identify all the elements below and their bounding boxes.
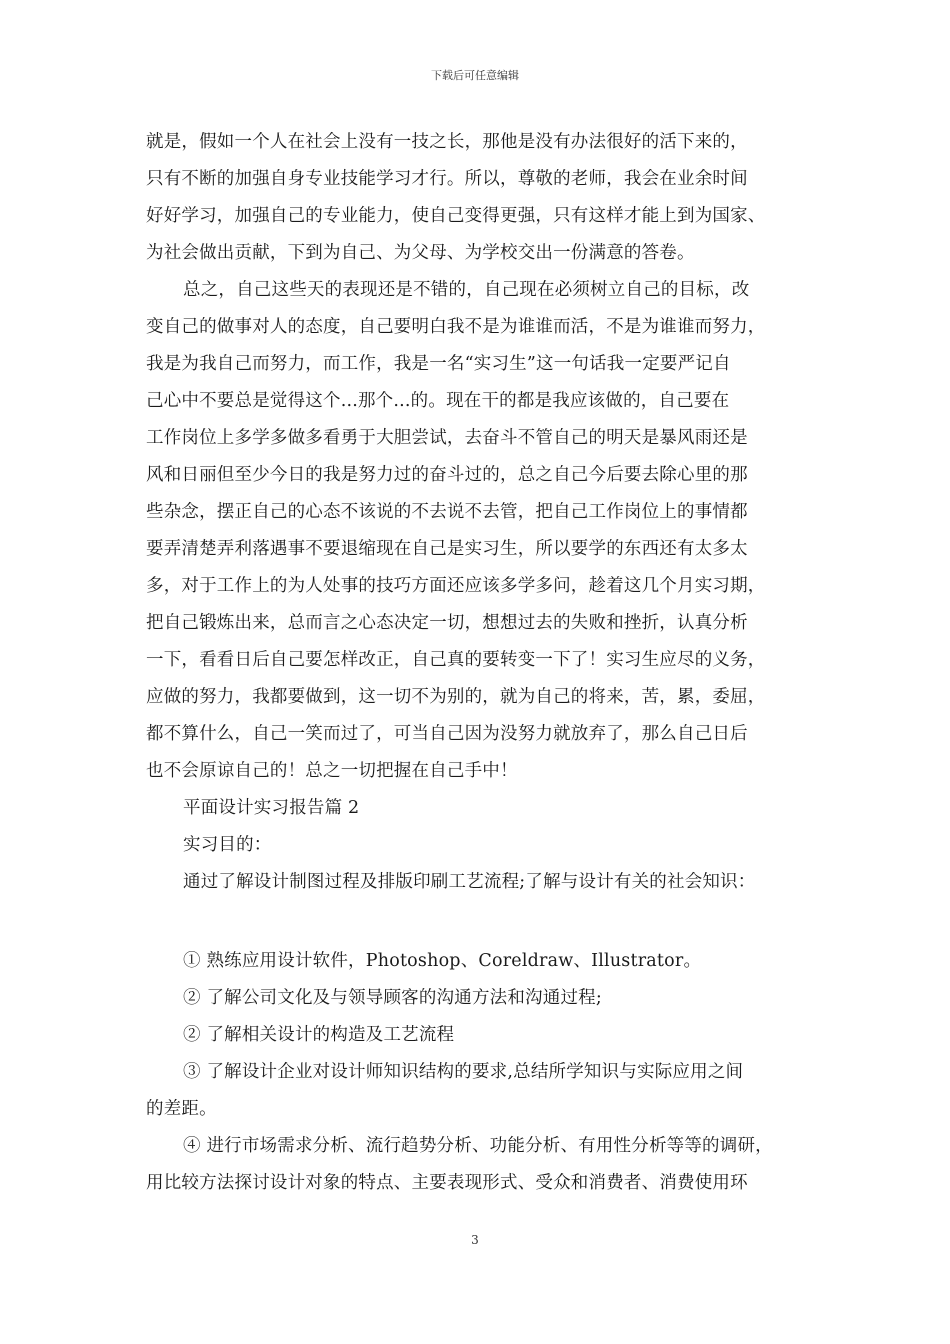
- text-line: 一下，看看日后自己要怎样改正，自己真的要转变一下了！实习生应尽的义务，: [146, 650, 766, 670]
- text-line: 工作岗位上多学多做多看勇于大胆尝试，去奋斗不管自己的明天是暴风雨还是: [146, 428, 748, 448]
- text-line: 变自己的做事对人的态度，自己要明白我不是为谁谁而活，不是为谁谁而努力，: [146, 317, 766, 337]
- list-item: ① 熟练应用设计软件，Photoshop、Coreldraw、Illustrator。: [183, 951, 702, 971]
- subsection-heading: 实习目的：: [183, 835, 272, 855]
- text-line: 应做的努力，我都要做到，这一切不为别的，就为自己的将来，苦，累，委屈，: [146, 687, 766, 707]
- text-line: 多，对于工作上的为人处事的技巧方面还应该多学多问，趁着这几个月实习期，: [146, 576, 766, 596]
- text-line: 好好学习，加强自己的专业能力，使自己变得更强，只有这样才能上到为国家、: [146, 206, 766, 226]
- text-line: 都不算什么，自己一笑而过了，可当自己因为没努力就放弃了，那么自己日后: [146, 724, 748, 744]
- text-line: 己心中不要总是觉得这个...那个...的。现在干的都是我应该做的，自己要在: [146, 391, 730, 411]
- text-line: 也不会原谅自己的！总之一切把握在自己手中！: [146, 761, 518, 781]
- list-item: ② 了解公司文化及与领导顾客的沟通方法和沟通过程;: [183, 988, 602, 1008]
- text-line: 只有不断的加强自身专业技能学习才行。所以，尊敬的老师，我会在业余时间: [146, 169, 748, 189]
- text-line: 要弄清楚弄利落遇事不要退缩现在自己是实习生，所以要学的东西还有太多太: [146, 539, 748, 559]
- list-item: ③ 了解设计企业对设计师知识结构的要求,总结所学知识与实际应用之间: [183, 1062, 744, 1082]
- list-item: ④ 进行市场需求分析、流行趋势分析、功能分析、有用性分析等等的调研，: [183, 1136, 773, 1156]
- text-line: 就是，假如一个人在社会上没有一技之长，那他是没有办法很好的活下来的，: [146, 132, 748, 152]
- document-body: [146, 124, 810, 1202]
- text-line: 的差距。: [146, 1099, 217, 1119]
- page-number: 3: [471, 1233, 479, 1247]
- paragraph-start: 总之，自己这些天的表现还是不错的，自己现在必须树立自己的目标，改: [183, 280, 750, 300]
- section-title: 平面设计实习报告篇 2: [183, 798, 360, 818]
- text-line: 用比较方法探讨设计对象的特点、主要表现形式、受众和消费者、消费使用环: [146, 1173, 748, 1193]
- page-header: 下载后可任意编辑: [431, 69, 519, 82]
- list-item: ② 了解相关设计的构造及工艺流程: [183, 1025, 455, 1045]
- text-line: 我是为我自己而努力，而工作，我是一名“实习生”这一句话我一定要严记自: [146, 354, 731, 374]
- paragraph-gap: [146, 901, 810, 943]
- text-line: 通过了解设计制图过程及排版印刷工艺流程;了解与设计有关的社会知识：: [183, 872, 756, 892]
- text-line: 些杂念，摆正自己的心态不该说的不去说不去管，把自己工作岗位上的事情都: [146, 502, 748, 522]
- text-line: 把自己锻炼出来，总而言之心态决定一切，想想过去的失败和挫折，认真分析: [146, 613, 748, 633]
- text-line: 风和日丽但至少今日的我是努力过的奋斗过的，总之自己今后要去除心里的那: [146, 465, 748, 485]
- text-line: 为社会做出贡献，下到为自己、为父母、为学校交出一份满意的答卷。: [146, 243, 695, 263]
